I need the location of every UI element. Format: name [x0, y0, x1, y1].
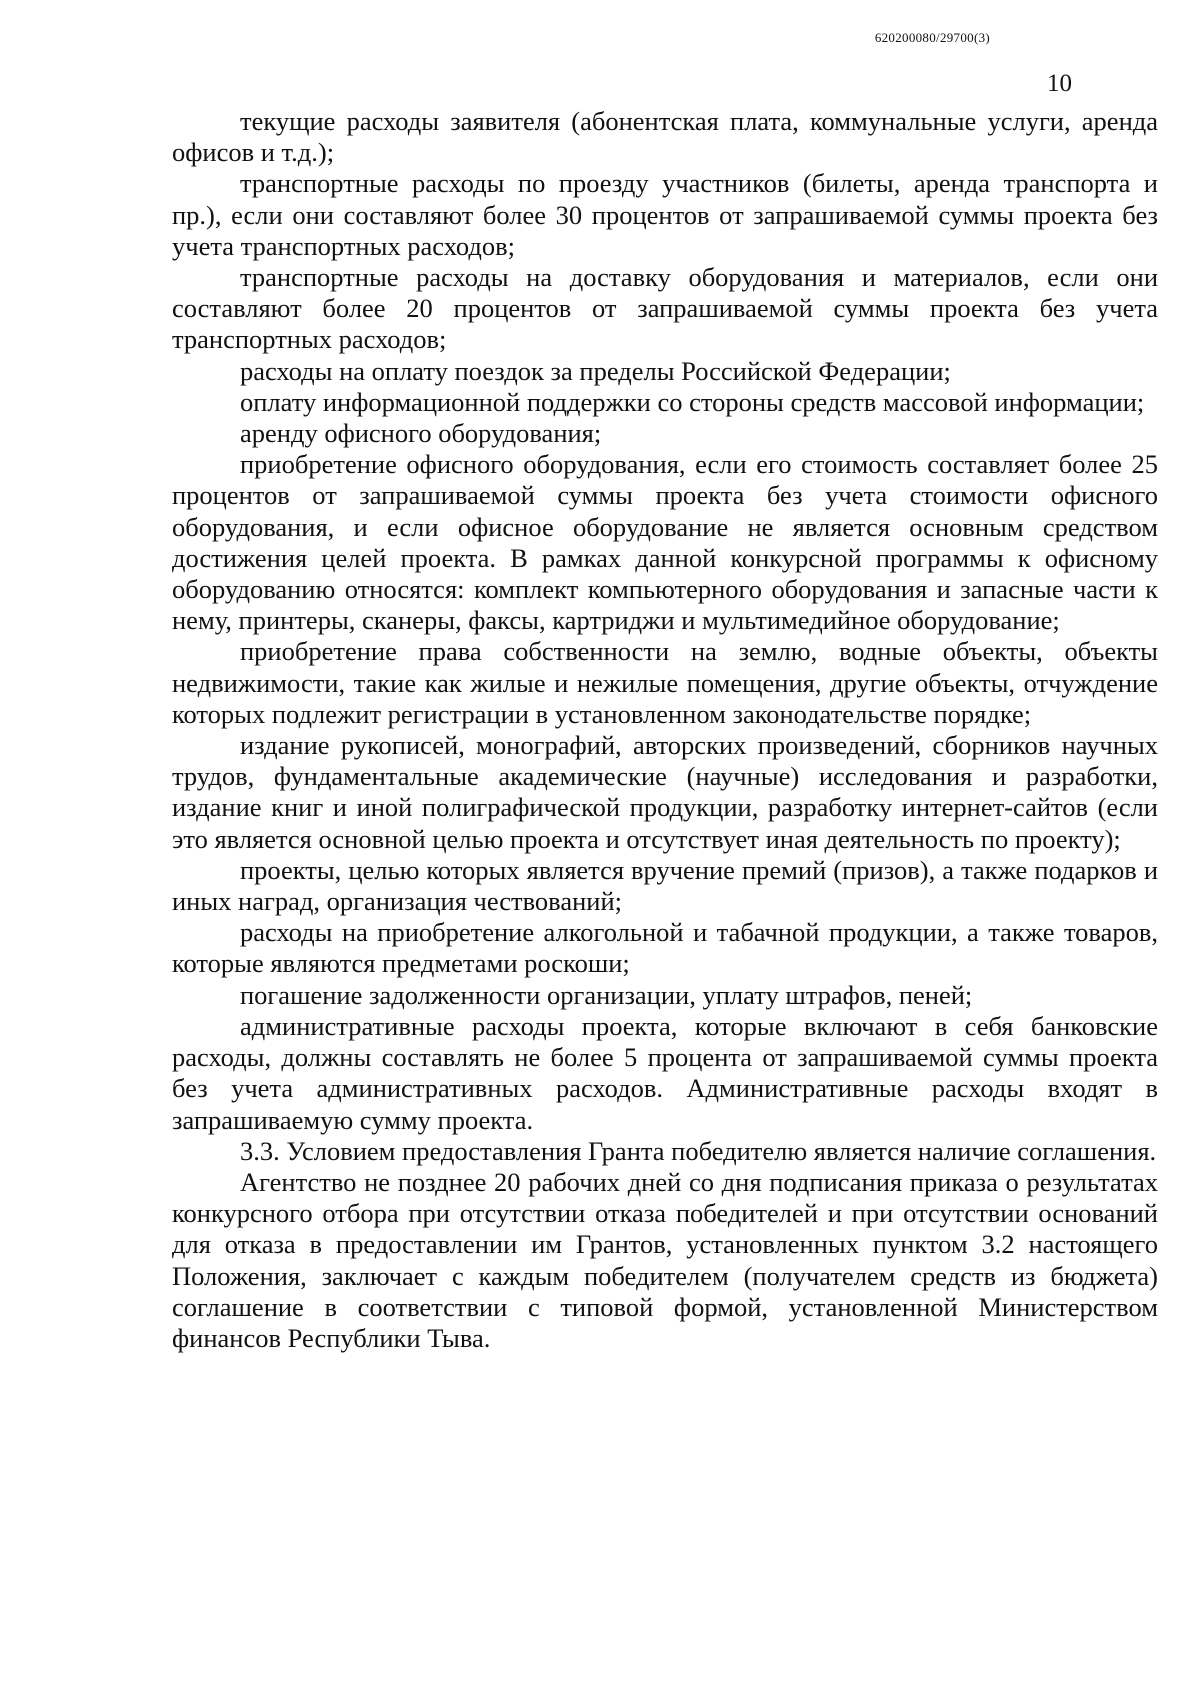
- paragraph: расходы на оплату поездок за пределы Российской Федерации;: [240, 355, 951, 386]
- paragraph: текущие расходы заявителя (абонентская плата, коммунальные услуги, аренда офисов и т.д.);: [172, 106, 1158, 168]
- paragraph: оплату информационной поддержки со стороны средств массовой информации;: [240, 386, 1145, 417]
- document-body: [172, 106, 1158, 1354]
- paragraph: проекты, целью которых является вручение премий (призов), а также подарков и иных наград, организация чествований;: [172, 854, 1158, 917]
- document-code: 620200080/29700(3): [874, 30, 990, 45]
- paragraph-section-3-3: 3.3. Условием предоставления Гранта победителю является наличие соглашения.: [240, 1135, 1157, 1166]
- paragraph: административные расходы проекта, которые включают в себя банковские расходы, должны составлять не более 5 процента от запрашиваемой суммы проекта без учета административных расходов. Административные расходы входят в запрашиваемую сумму проекта.: [172, 1010, 1158, 1135]
- page-number: 10: [1047, 70, 1072, 97]
- paragraph: издание рукописей, монографий, авторских произведений, сборников научных трудов, фундаментальные академические (научные) исследования и разработки, издание книг и иной полиграфической продукции, разработку интернет-сайтов (если это является основной целью проекта и отсутствует иная деятельность по проекту);: [172, 730, 1158, 854]
- paragraph: погашение задолженности организации, уплату штрафов, пеней;: [240, 979, 973, 1010]
- paragraph: приобретение офисного оборудования, если его стоимость составляет более 25 процентов от запрашиваемой суммы проекта без учета стоимости офисного оборудования, и если офисное оборудование не является основным средством достижения целей проекта. В рамках данной конкурсной программы к офисному оборудованию относятся: комплект компьютерного оборудования и запасные части к нему, принтеры, сканеры, факсы, картриджи и мультимедийное оборудование;: [172, 449, 1158, 636]
- paragraph: расходы на приобретение алкогольной и табачной продукции, а также товаров, которые являются предметами роскоши;: [172, 917, 1158, 979]
- paragraph: транспортные расходы на доставку оборудования и материалов, если они составляют более 20 процентов от запрашиваемой суммы проекта без учета транспортных расходов;: [172, 262, 1158, 355]
- paragraph: Агентство не позднее 20 рабочих дней со дня подписания приказа о результатах конкурсного отбора при отсутствии отказа победителей и при отсутствии оснований для отказа в предоставлении им Грантов, установленных пунктом 3.2 настоящего Положения, заключает с каждым победителем (получателем средств из бюджета) соглашение в соответствии с типовой формой, установленной Министерством финансов Республики Тыва.: [172, 1166, 1158, 1353]
- paragraph: транспортные расходы по проезду участников (билеты, аренда транспорта и пр.), если они составляют более 30 процентов от запрашиваемой суммы проекта без учета транспортных расходов;: [172, 168, 1158, 261]
- paragraph: приобретение права собственности на землю, водные объекты, объекты недвижимости, такие как жилые и нежилые помещения, другие объекты, отчуждение которых подлежит регистрации в установленном законодательстве порядке;: [172, 636, 1158, 729]
- paragraph: аренду офисного оборудования;: [240, 418, 602, 449]
